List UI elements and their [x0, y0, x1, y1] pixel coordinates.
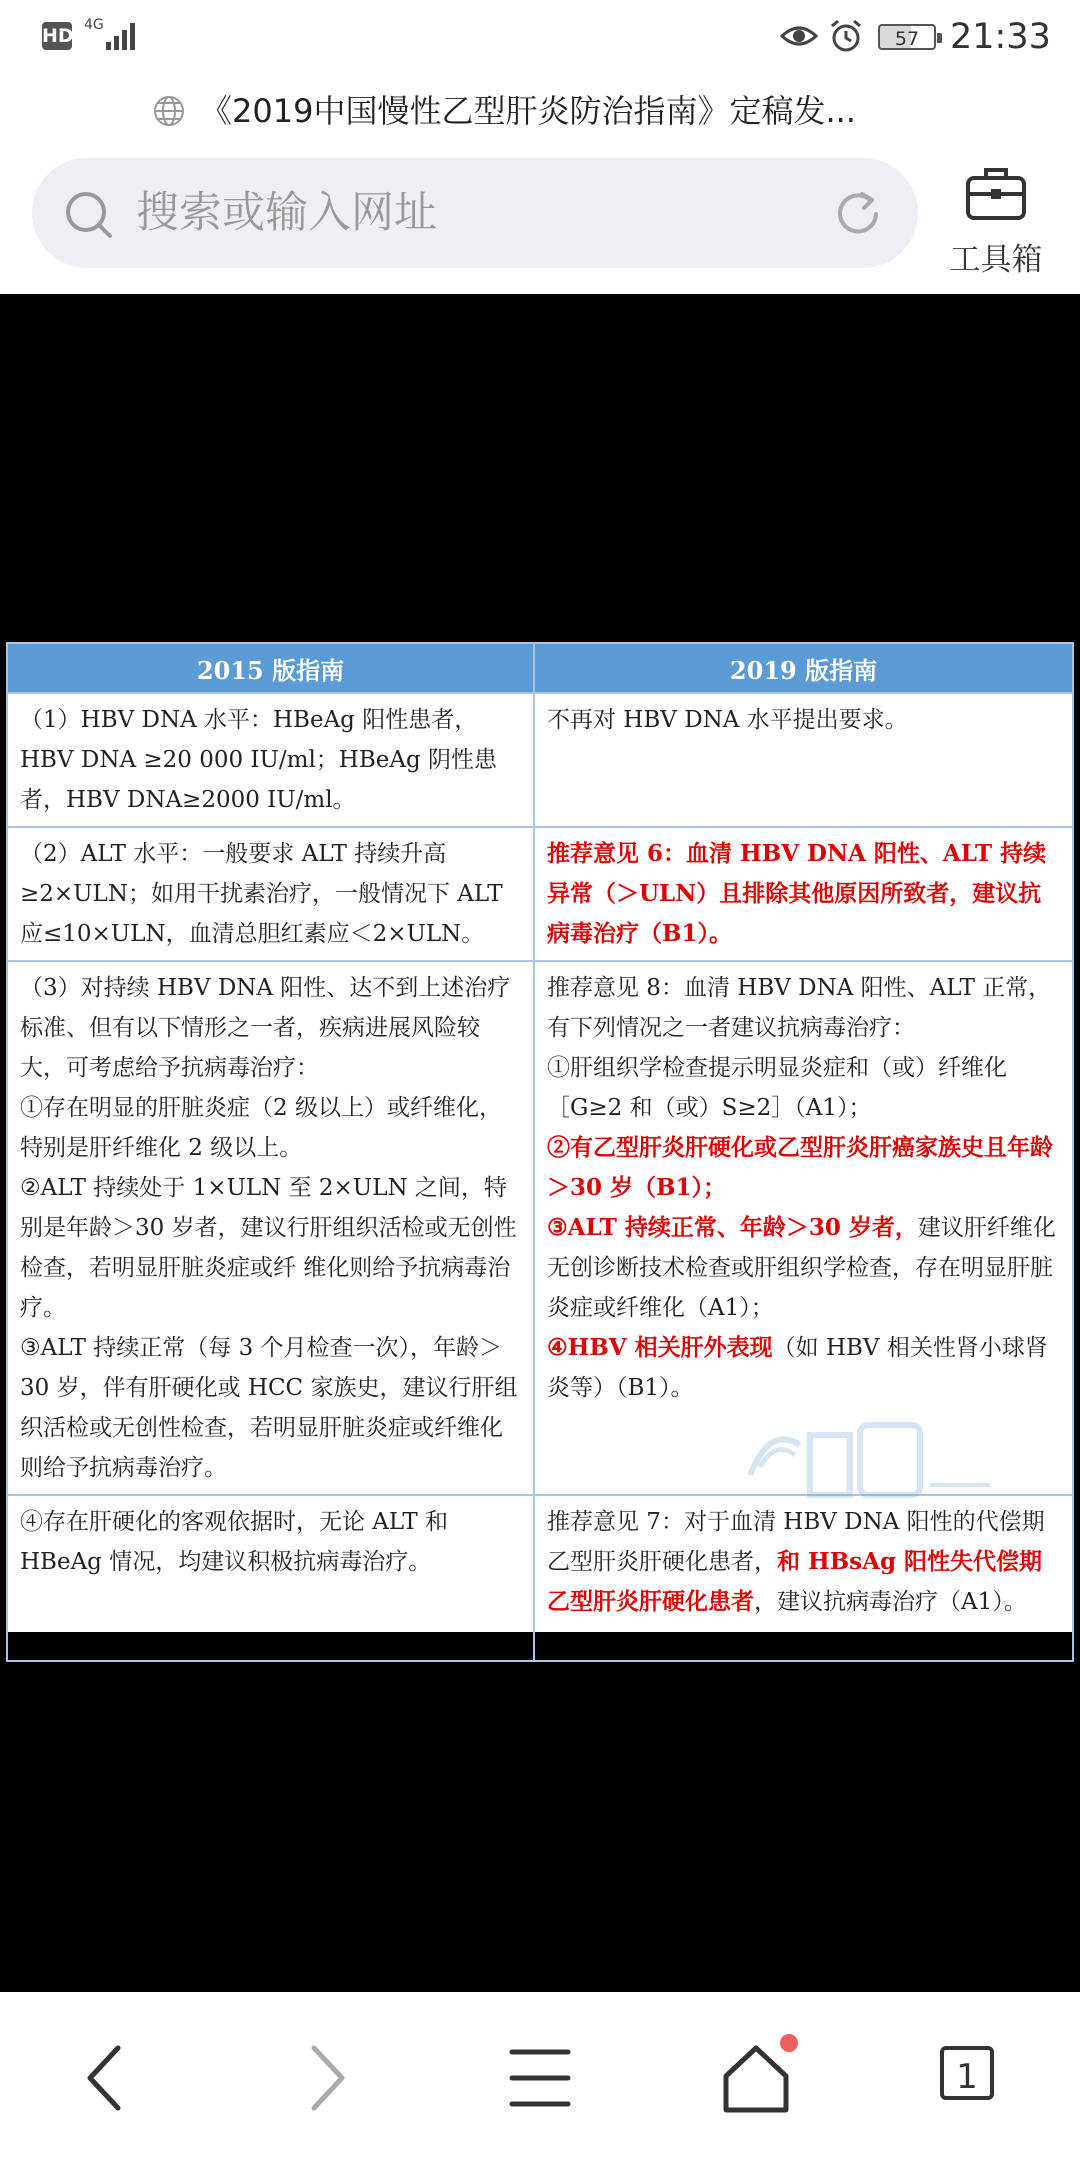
cell-paragraph: ③ALT 持续正常（每 3 个月检查一次），年龄＞30 岁，伴有肝硬化或 HCC 家族史，建议行肝组织活检或无创性检查，若明显肝脏炎症或纤维化则给予抗病毒治疗。: [20, 1335, 518, 1481]
cell-paragraph: ①肝组织学检查提示明显炎症和（或）纤维化［G≥2 和（或）S≥2］（A1）；: [547, 1055, 1007, 1121]
cell-2015: [7, 961, 534, 1495]
cell-2019: [534, 961, 1073, 1495]
cell-paragraph: [547, 1328, 1062, 1408]
cell-text: 不再对 HBV DNA 水平提出要求。: [547, 707, 908, 733]
page-title-row[interactable]: [0, 84, 1080, 144]
search-input[interactable]: 搜索或输入网址: [136, 188, 437, 238]
cell-text: （2）ALT 水平：一般要求 ALT 持续升高≥2×ULN；如用干扰素治疗，一般情况下 ALT 应≤10×ULN，血清总胆红素应＜2×ULN。: [20, 841, 503, 947]
globe-icon: [152, 94, 186, 128]
page-title: 《2019中国慢性乙型肝炎防治指南》定稿发...: [200, 92, 856, 130]
table-row: [7, 1495, 1073, 1661]
table-row: [7, 827, 1073, 961]
cell-2015: [7, 827, 534, 961]
cell-text: （1）HBV DNA 水平：HBeAg 阳性患者，HBV DNA ≥20 000 IU/ml；HBeAg 阴性患者，HBV DNA≥2000 IU/ml。: [20, 707, 498, 813]
status-bar: [0, 0, 1080, 72]
menu-icon[interactable]: [490, 2028, 590, 2128]
header-2019: 2019 版指南: [534, 643, 1073, 693]
cell-2019: [534, 1495, 1073, 1661]
guideline-table: [6, 642, 1074, 1662]
cell-paragraph: （3）对持续 HBV DNA 阳性、达不到上述治疗标准、但有以下情形之一者，疾病进展风险较大，可考虑给予抗病毒治疗：: [20, 975, 511, 1081]
header-2015: 2015 版指南: [7, 643, 534, 693]
search-bar[interactable]: [32, 158, 918, 268]
toolbox-button[interactable]: [940, 158, 1052, 278]
cell-2015: [7, 693, 534, 827]
tabs-icon[interactable]: 1: [940, 2046, 994, 2100]
signal-icon: [104, 20, 140, 52]
cell-paragraph: ②ALT 持续处于 1×ULN 至 2×ULN 之间，特别是年龄＞30 岁者，建议行肝组织活检或无创性检查，若明显肝脏炎症或纤 维化则给予抗病毒治疗。: [20, 1175, 517, 1321]
search-icon: [62, 188, 114, 240]
notification-dot: [780, 2034, 798, 2052]
battery-icon: [878, 24, 936, 50]
cell-2019: [534, 827, 1073, 961]
cell-2019: [534, 693, 1073, 827]
cell-text: 推荐意见 7：对于血清 HBV DNA 阳性的代偿期乙型肝炎肝硬化患者，: [547, 1509, 1045, 1575]
cell-text-red: ③ALT 持续正常、年龄＞30 岁者，: [547, 1214, 918, 1241]
cell-text: 建议肝纤维化无创诊断技术检查或肝组织学检查，存在明显肝脏炎症或纤维化（A1）；: [547, 1215, 1056, 1321]
toolbox-label: 工具箱: [949, 242, 1043, 278]
cell-paragraph: [547, 1208, 1062, 1328]
cell-2015: [7, 1495, 534, 1661]
cell-text: （如 HBV 相关性肾小球肾炎等）（B1）。: [547, 1335, 1048, 1401]
cell-text-red: 推荐意见 6：血清 HBV DNA 阳性、ALT 持续异常（＞ULN）且排除其他原因所致者，建议抗病毒治疗（B1）。: [547, 840, 1047, 947]
forward-icon[interactable]: [276, 2028, 376, 2128]
article-image-area: [0, 294, 1080, 1992]
clock: 21:33: [950, 17, 1051, 57]
cell-paragraph: 推荐意见 8：血清 HBV DNA 阳性、ALT 正常，有下列情况之一者建议抗病毒治疗：: [547, 975, 1052, 1041]
cell-paragraph: ①存在明显的肝脏炎症（2 级以上）或纤维化，特别是肝纤维化 2 级以上。: [20, 1095, 502, 1161]
alarm-icon: [828, 18, 864, 54]
cell-text-red: ④HBV 相关肝外表现: [547, 1334, 773, 1361]
toolbox-icon: [964, 162, 1028, 222]
network-type: 4G: [84, 17, 104, 33]
battery-level: 57: [894, 28, 920, 50]
guideline-comparison-image: [6, 642, 1072, 1632]
cell-paragraph-red: ②有乙型肝炎肝硬化或乙型肝炎肝癌家族史且年龄＞30 岁（B1）；: [547, 1134, 1053, 1201]
eye-icon: [780, 20, 818, 52]
cell-text-red: 和 HBsAg 阳性失代偿期乙型肝炎肝硬化患者: [547, 1548, 1043, 1615]
refresh-icon[interactable]: [830, 186, 886, 242]
bottom-navigation: [0, 1992, 1080, 2160]
back-icon[interactable]: [56, 2028, 156, 2128]
cell-text: ，建议抗病毒治疗（A1）。: [754, 1589, 1027, 1615]
table-row: [7, 693, 1073, 827]
hd-badge: HD: [42, 22, 72, 50]
table-row: [7, 961, 1073, 1495]
cell-text: ④存在肝硬化的客观依据时，无论 ALT 和 HBeAg 情况，均建议积极抗病毒治疗。: [20, 1509, 448, 1575]
